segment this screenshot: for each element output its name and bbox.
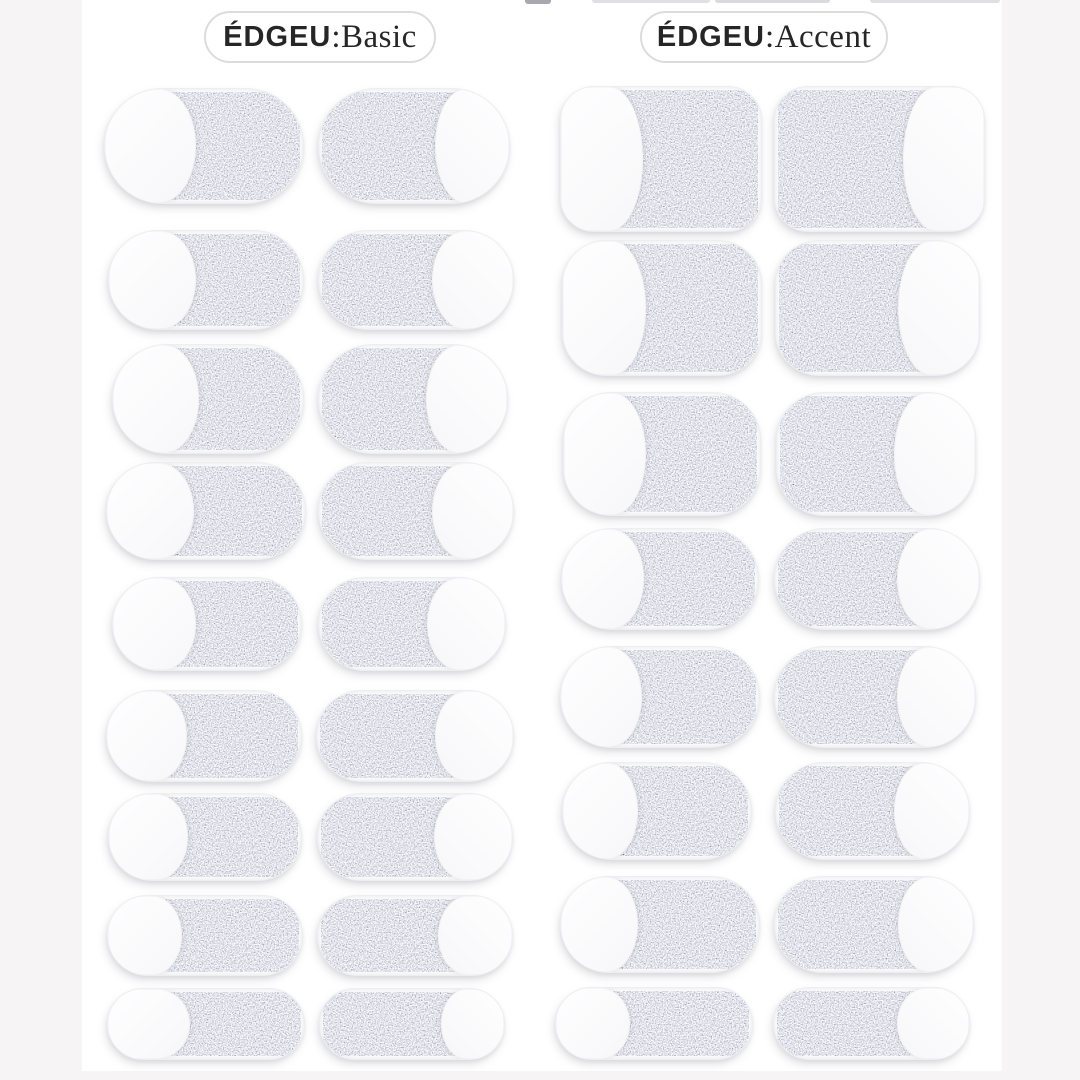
basic-nail-row8-left bbox=[107, 895, 303, 976]
basic-nail-row5-left bbox=[112, 577, 302, 671]
nail-base-white bbox=[561, 877, 638, 972]
nail-base-white bbox=[432, 231, 513, 329]
nail-base-white bbox=[434, 794, 512, 880]
nail-base-white bbox=[105, 89, 196, 203]
nail-base-white bbox=[563, 241, 646, 375]
nail-base-white bbox=[903, 87, 985, 231]
basic-nail-row8-right bbox=[317, 895, 513, 976]
accent-nail-row6-right bbox=[775, 762, 970, 860]
accent-nail-row7-left bbox=[560, 876, 760, 973]
nail-base-white bbox=[894, 393, 975, 515]
cropped-nail-edge bbox=[715, 0, 830, 3]
variant-accent: :Accent bbox=[765, 18, 872, 55]
accent-nail-row7-right bbox=[774, 876, 974, 973]
basic-nail-row6-right bbox=[316, 690, 514, 782]
accent-nail-row8-left bbox=[555, 987, 753, 1060]
nail-base-white bbox=[435, 691, 513, 781]
basic-nail-row1-left bbox=[104, 88, 304, 204]
basic-nail-row2-right bbox=[318, 230, 514, 330]
label-pill-accent bbox=[640, 11, 888, 63]
nail-base-white bbox=[435, 89, 509, 203]
label-pill-basic bbox=[204, 11, 436, 63]
nail-base-white bbox=[561, 87, 643, 231]
basic-nail-row4-left bbox=[106, 462, 306, 560]
variant-basic: :Basic bbox=[331, 18, 417, 55]
basic-nail-row1-right bbox=[318, 88, 510, 204]
nail-base-white bbox=[556, 988, 630, 1059]
brand-name: ÉDGEU bbox=[223, 20, 332, 53]
nail-base-white bbox=[561, 647, 642, 747]
basic-nail-row7-left bbox=[108, 793, 302, 881]
accent-nail-row3-left bbox=[563, 392, 761, 516]
brand-name: ÉDGEU bbox=[656, 20, 766, 53]
basic-nail-row6-left bbox=[106, 690, 302, 782]
nail-base-white bbox=[897, 647, 975, 747]
nail-base-white bbox=[898, 241, 979, 375]
basic-nail-row4-right bbox=[318, 462, 514, 560]
nail-base-white bbox=[897, 529, 979, 629]
accent-nail-row1-left bbox=[560, 86, 762, 232]
nail-base-white bbox=[108, 896, 182, 975]
nail-base-white bbox=[107, 691, 187, 781]
nail-base-white bbox=[107, 463, 194, 559]
nail-base-white bbox=[109, 231, 196, 329]
nail-base-white bbox=[898, 877, 973, 972]
nail-base-white bbox=[894, 763, 969, 859]
accent-nail-row2-right bbox=[775, 240, 980, 376]
accent-nail-row3-right bbox=[776, 392, 976, 516]
accent-nail-row4-right bbox=[774, 528, 980, 630]
margin-band-right bbox=[1002, 0, 1080, 1080]
accent-nail-row6-left bbox=[562, 762, 752, 860]
cropped-nail-edge bbox=[870, 0, 1000, 3]
basic-nail-row5-right bbox=[318, 577, 506, 671]
nail-base-white bbox=[113, 345, 199, 453]
margin-band-bottom bbox=[0, 1071, 1080, 1080]
nail-base-white bbox=[897, 988, 969, 1059]
nail-base-white bbox=[109, 794, 188, 880]
nail-base-white bbox=[432, 463, 513, 559]
accent-nail-row4-left bbox=[561, 528, 759, 630]
nail-base-white bbox=[427, 578, 505, 670]
cropped-nail-edge bbox=[592, 0, 710, 3]
basic-nail-row3-right bbox=[318, 344, 508, 454]
basic-nail-row2-left bbox=[108, 230, 304, 330]
nail-base-white bbox=[113, 578, 196, 670]
accent-nail-row8-right bbox=[773, 987, 970, 1060]
nail-base-white bbox=[562, 529, 644, 629]
accent-nail-row5-right bbox=[774, 646, 976, 748]
basic-nail-row9-left bbox=[107, 988, 305, 1060]
accent-nail-row2-left bbox=[562, 240, 762, 376]
nail-base-white bbox=[438, 896, 512, 975]
cropped-nail-edge bbox=[525, 0, 551, 4]
accent-nail-row5-left bbox=[560, 646, 760, 748]
nail-base-white bbox=[426, 345, 507, 453]
basic-nail-row7-right bbox=[317, 793, 513, 881]
margin-band-left bbox=[0, 0, 82, 1080]
basic-nail-row9-right bbox=[319, 988, 505, 1060]
accent-nail-row1-right bbox=[774, 86, 985, 232]
nail-base-white bbox=[564, 393, 646, 515]
basic-nail-row3-left bbox=[112, 344, 304, 454]
nail-base-white bbox=[108, 989, 190, 1059]
nail-base-white bbox=[441, 989, 504, 1059]
nail-base-white bbox=[563, 763, 638, 859]
